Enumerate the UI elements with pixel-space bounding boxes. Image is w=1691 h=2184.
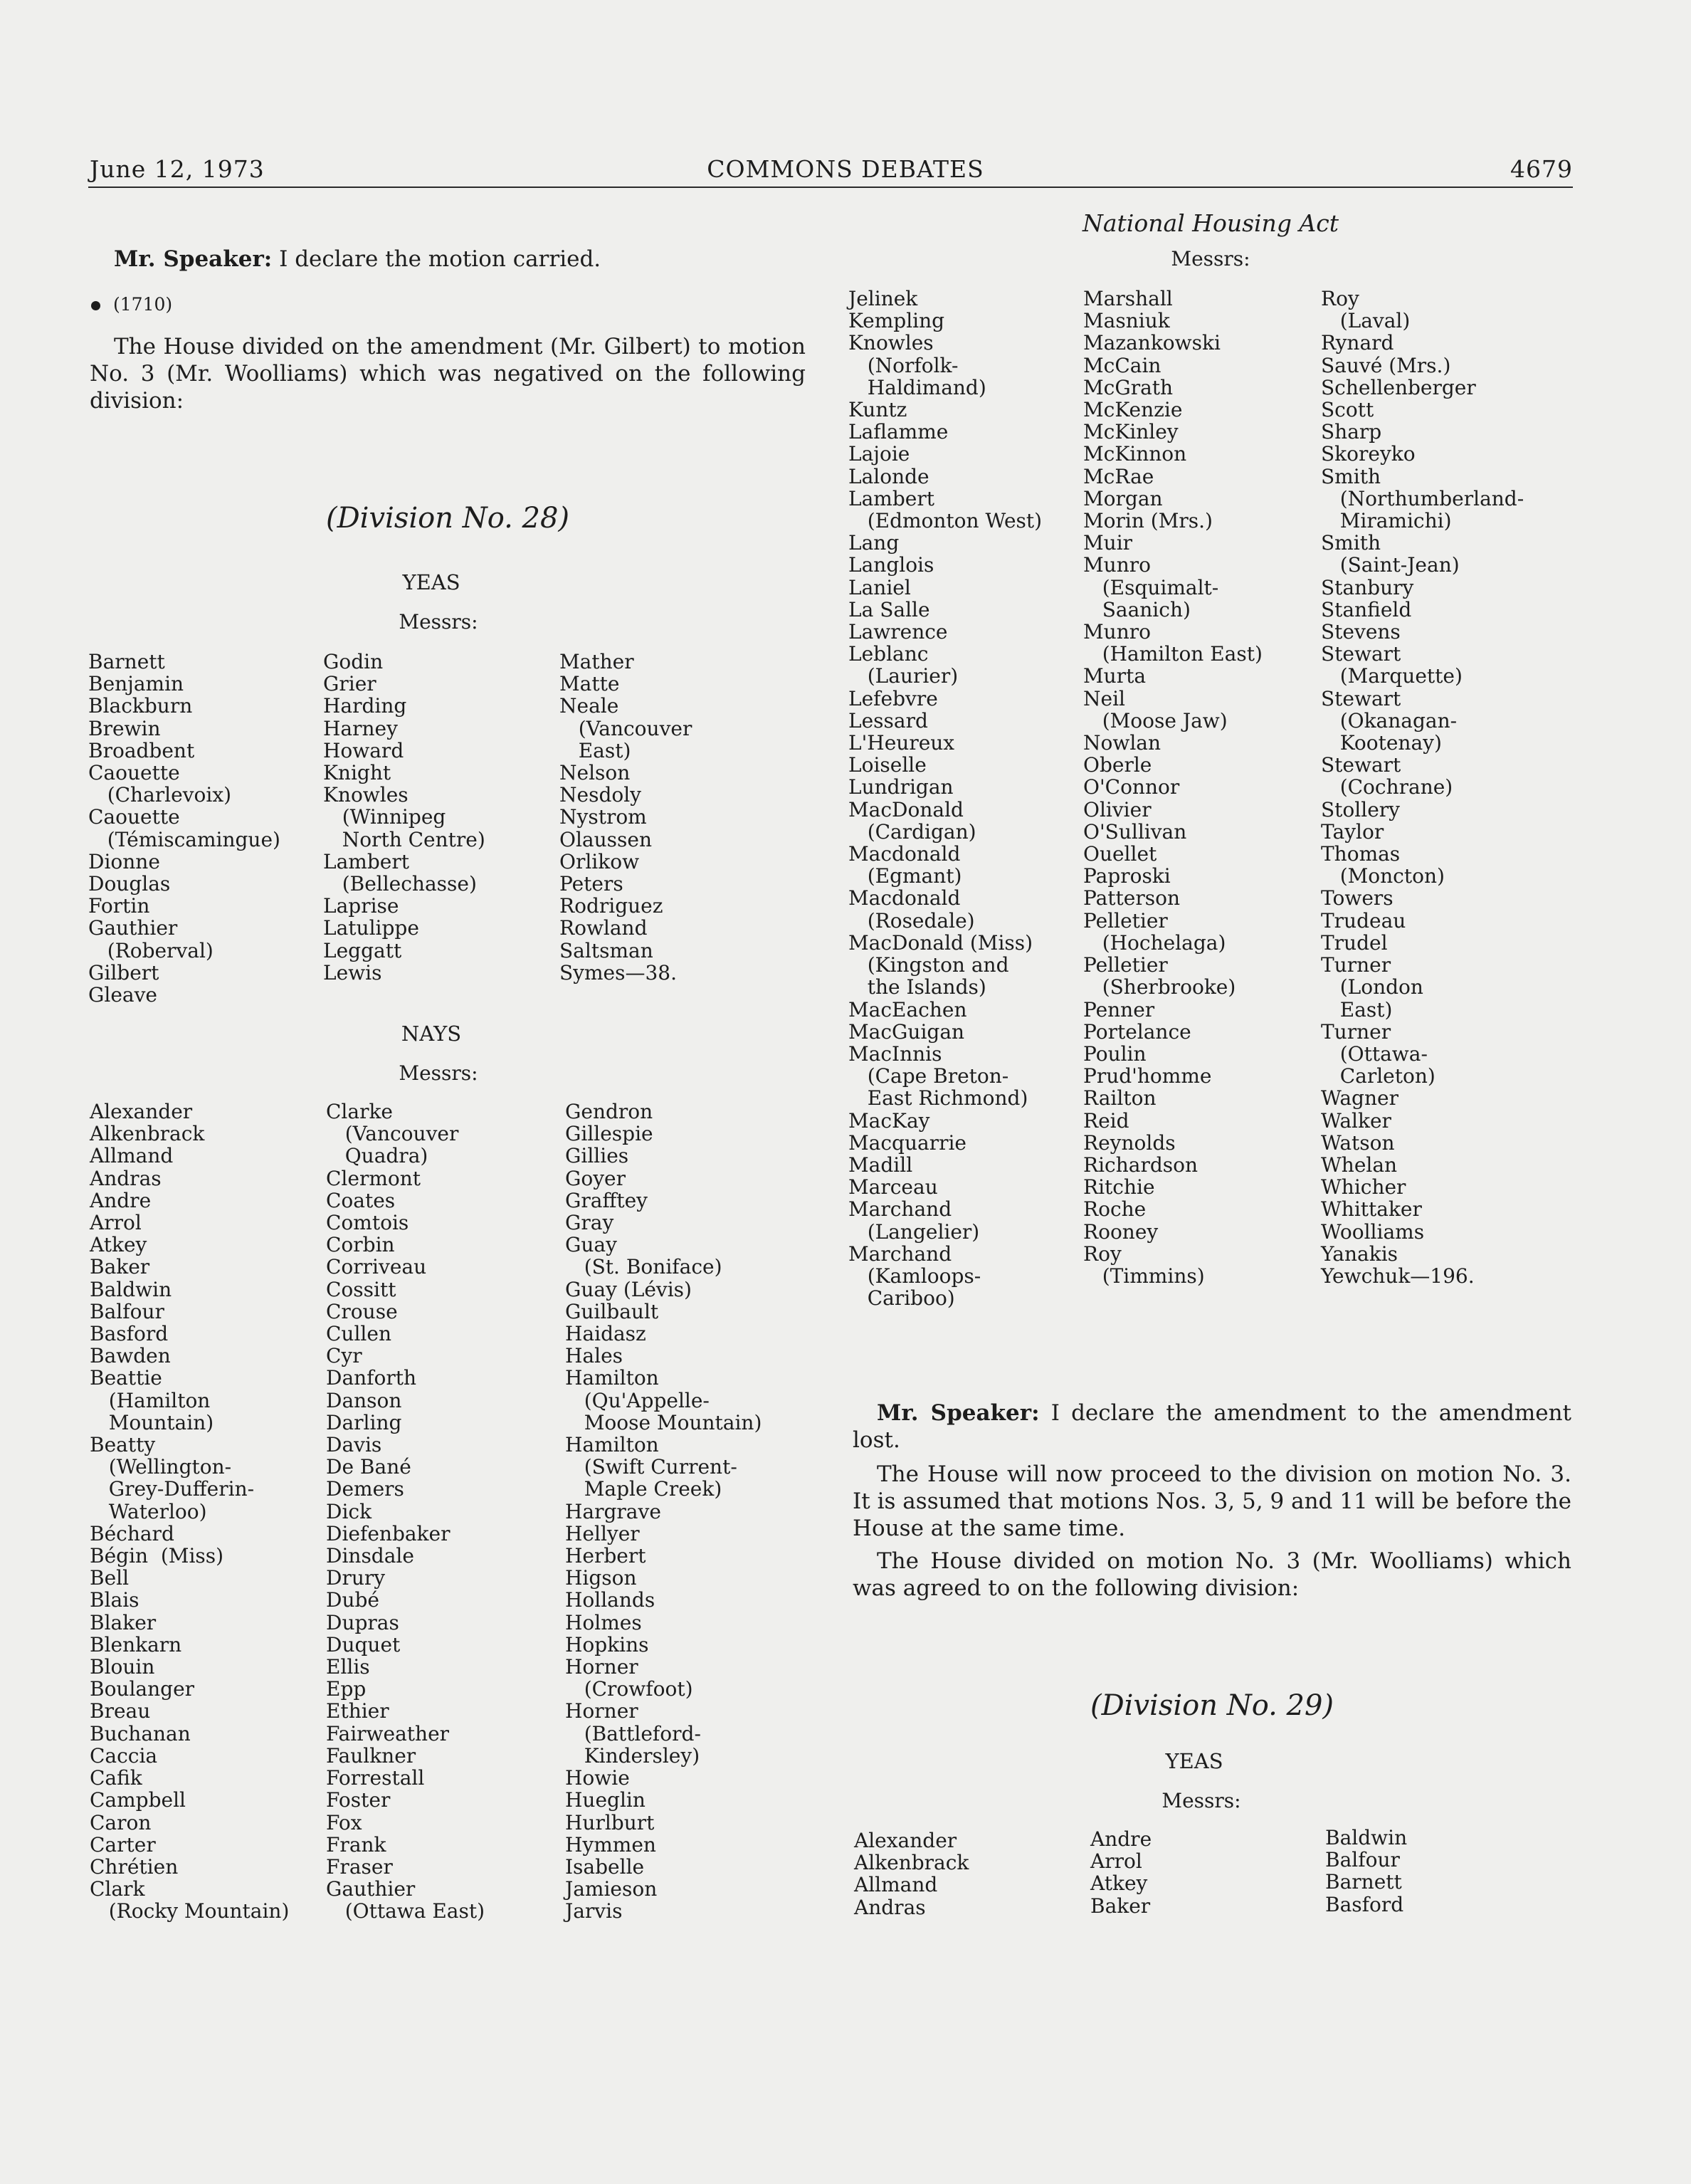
timestamp-line bbox=[91, 292, 172, 317]
division-29-title: (Division No. 29) bbox=[1090, 1689, 1334, 1722]
nays-28-col-2: Clarke (Vancouver Quadra) Clermont Coates Comtois Corbin Corriveau Cossitt Crouse Cullen Cyr Danforth Danson Darling Davis De Bané Demers Dick Diefenbaker Dinsdale Drury Dubé Dupras Duquet Ellis Epp Ethier Fairweather Faulkner Forrestall Foster Fox Frank Fraser Gauthier (Ottawa East) bbox=[326, 1100, 485, 1923]
yeas-29-messrs: Messrs: bbox=[1161, 1789, 1241, 1812]
nays-heading: NAYS bbox=[401, 1022, 462, 1046]
bullet-icon bbox=[91, 301, 100, 310]
nays-28-cont-col-1: Jelinek Kempling Knowles (Norfolk- Haldimand) Kuntz Laflamme Lajoie Lalonde Lambert (Edmonton West) Lang Langlois Laniel La Salle Lawrence Leblanc (Laurier) Lefebvre Lessard L'Heureux Loiselle Lundrigan MacDonald (Cardigan) Macdonald (Egmant) Macdonald (Rosedale) MacDonald (Miss) (Kingston and the Islands) MacEachen MacGuigan MacInnis (Cape Breton- East Richmond) MacKay Macquarrie Madill Marceau Marchand (Langelier) Marchand (Kamloops- Cariboo) bbox=[848, 287, 1043, 1311]
yeas-heading: YEAS bbox=[402, 570, 460, 594]
yeas-28-col-2: Godin Grier Harding Harney Howard Knight Knowles (Winnipeg North Centre) Lambert (Bellechasse) Laprise Latulippe Leggatt Lewis bbox=[323, 650, 485, 985]
yeas-29-heading: YEAS bbox=[1165, 1749, 1223, 1773]
header-date: June 12, 1973 bbox=[90, 155, 265, 183]
speaker-label: Mr. Speaker: bbox=[114, 246, 273, 272]
yeas-28-col-1: Barnett Benjamin Blackburn Brewin Broadbent Caouette (Charlevoix) Caouette (Témiscamingue) Dionne Douglas Fortin Gauthier (Roberval) Gilbert Gleave bbox=[88, 650, 280, 1007]
yeas-28-col-3: Mather Matte Neale (Vancouver East) Nelson Nesdoly Nystrom Olaussen Orlikow Peters Rodriguez Rowland Saltsman Symes—38. bbox=[559, 650, 692, 985]
yeas-29-col-2: Andre Arrol Atkey Baker bbox=[1090, 1827, 1152, 1918]
speaker-text: I declare the motion carried. bbox=[272, 246, 601, 272]
division-28-title: (Division No. 28) bbox=[325, 502, 570, 535]
nays-28-col-1: Alexander Alkenbrack Allmand Andras Andre Arrol Atkey Baker Baldwin Balfour Basford Bawden Beattie (Hamilton Mountain) Beatty (Wellington- Grey-Dufferin- Waterloo) Béchard Bégin (Miss) Bell Blais Blaker Blenkarn Blouin Boulanger Breau Buchanan Caccia Cafik Campbell Caron Carter Chrétien Clark (Rocky Mountain) bbox=[90, 1100, 290, 1923]
yeas-29-col-1: Alexander Alkenbrack Allmand Andras bbox=[854, 1829, 969, 1919]
header-rule bbox=[88, 187, 1573, 188]
speaker-statement-1 bbox=[114, 246, 601, 272]
divided-text: The House divided on motion No. 3 (Mr. Woolliams) which was agreed to on the following division: bbox=[853, 1548, 1571, 1601]
timestamp: (1710) bbox=[113, 294, 173, 315]
nays-28-col-3: Gendron Gillespie Gillies Goyer Grafftey Gray Guay (St. Boniface) Guay (Lévis) Guilbault Haidasz Hales Hamilton (Qu'Appelle- Moose Mountain) Hamilton (Swift Current- Maple Creek) Hargrave Hellyer Herbert Higson Hollands Holmes Hopkins Horner (Crowfoot) Horner (Battleford- Kindersley) Howie Hueglin Hurlburt Hymmen Isabelle Jamieson Jarvis bbox=[565, 1100, 762, 1923]
proceed-text: The House will now proceed to the division on motion No. 3. It is assumed that motions Nos. 3, 5, 9 and 11 will be before the House at the same time. bbox=[853, 1461, 1571, 1541]
yeas-29-col-3: Baldwin Balfour Barnett Basford bbox=[1325, 1826, 1408, 1916]
section-title: National Housing Act bbox=[1082, 209, 1339, 237]
speaker-text-2: I declare the amendment to the amendment lost. bbox=[853, 1400, 1571, 1453]
speaker-statement-2 bbox=[853, 1400, 1571, 1454]
yeas-messrs: Messrs: bbox=[399, 610, 478, 634]
right-messrs: Messrs: bbox=[1171, 247, 1250, 271]
division-intro: The House divided on the amendment (Mr. Gilbert) to motion No. 3 (Mr. Woolliams) which was negatived on the following division: bbox=[90, 334, 806, 414]
page-number: 4679 bbox=[1510, 155, 1573, 183]
nays-messrs: Messrs: bbox=[399, 1061, 478, 1085]
nays-28-cont-col-2: Marshall Masniuk Mazankowski McCain McGrath McKenzie McKinley McKinnon McRae Morgan Morin (Mrs.) Muir Munro (Esquimalt- Saanich) Munro (Hamilton East) Murta Neil (Moose Jaw) Nowlan Oberle O'Connor Olivier O'Sullivan Ouellet Paproski Patterson Pelletier (Hochelaga) Pelletier (Sherbrooke) Penner Portelance Poulin Prud'homme Railton Reid Reynolds Richardson Ritchie Roche Rooney Roy (Timmins) bbox=[1083, 287, 1263, 1288]
nays-28-cont-col-3: Roy (Laval) Rynard Sauvé (Mrs.) Schellenberger Scott Sharp Skoreyko Smith (Northumberland- Miramichi) Smith (Saint-Jean) Stanbury Stanfield Stevens Stewart (Marquette) Stewart (Okanagan- Kootenay) Stewart (Cochrane) Stollery Taylor Thomas (Moncton) Towers Trudeau Trudel Turner (London East) Turner (Ottawa- Carleton) Wagner Walker Watson Whelan Whicher Whittaker Woolliams Yanakis Yewchuk—196. bbox=[1321, 287, 1524, 1288]
speaker-label-2: Mr. Speaker: bbox=[877, 1400, 1040, 1426]
header-title: COMMONS DEBATES bbox=[707, 155, 984, 183]
